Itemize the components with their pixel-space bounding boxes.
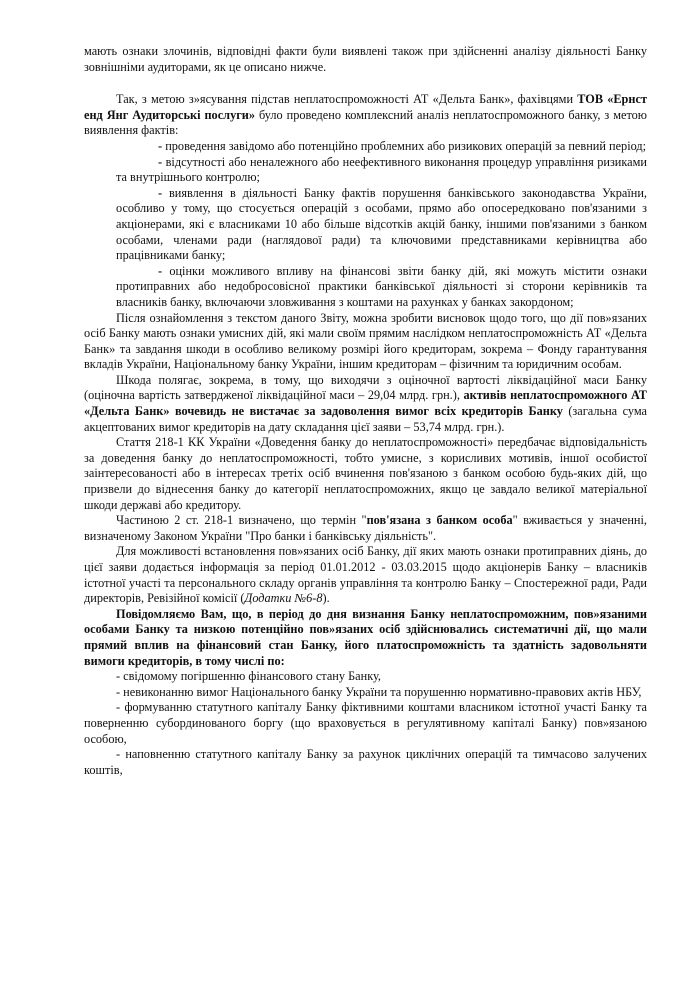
bold-statement: активів неплатоспроможного АТ «Дельта Банк» вочевидь не вистачає за задоволення вимог всіх кредиторів Банку bbox=[84, 388, 647, 419]
paragraph-text: Для можливості встановлення пов»язаних осіб Банку, дії яких мають ознаки протиправних діянь, до цієї заяви додається інформація за період 01.01.2012 - 03.03.2015 щодо акціонерів Банку – власників істотної участі та персонального складу органів управління та контролю Банку – Спостережної ради, Ради директорів, Ревізійної комісії ( bbox=[84, 544, 647, 606]
list-item-text: відсутності або неналежного або неефективного виконання процедур управління ризиками та внутрішнього контролю; bbox=[116, 154, 648, 185]
list-item-text: проведення завідомо або потенційно проблемних або ризикових операцій за певний період; bbox=[165, 138, 647, 153]
list-item bbox=[84, 264, 647, 311]
paragraph-related-persons bbox=[84, 544, 647, 606]
bullet-dash: - bbox=[158, 154, 163, 169]
list-item-text: виявлення в діяльності Банку фактів порушення банківського законодавства України, особливо у тому, що стосується операцій з особами, прямо або опосередковано пов'язаними з акціонерами, які є власниками 10 або більше відсотків акцій банку, іншими пов'язаними з банком особами, членами ради (наглядової ради) та ключовими представниками керівництва або працівниками банку; bbox=[116, 185, 647, 263]
bullet-dash: - bbox=[158, 185, 163, 200]
bullet-dash: - bbox=[158, 138, 163, 153]
list-item: - невиконанню вимог Національного банку України та порушенню нормативно-правових актів НБУ, bbox=[116, 684, 642, 699]
list-item: - наповненню статутного капіталу Банку за рахунок циклічних операцій та тимчасово залучених коштів, bbox=[84, 747, 647, 777]
bold-term: пов'язана з банком особа bbox=[366, 513, 513, 528]
paragraph-text: Частиною 2 ст. 218-1 визначено, що термін " bbox=[116, 513, 367, 528]
bullet-dash: - bbox=[158, 263, 163, 278]
list-item: - формуванню статутного капіталу Банку фіктивними коштами власником істотної участі Банку та поверненню субординованого боргу (що враховується в регулятивному капіталі Банку) пов»язаною особою, bbox=[84, 700, 647, 746]
paragraph-notice: Повідомляємо Вам, що, в період до дня визнання Банку неплатоспроможним, пов»язаними особами Банку та низкою потенційно пов»язаних осіб здійснювались систематичні дії, що мали прямий вплив на фінансовий стан Банку, його платоспроможність та здатність задовольняти вимоги кредиторів, в тому числі по: bbox=[84, 606, 647, 668]
list-item-text: оцінки можливого впливу на фінансові звіти банку дій, які можуть містити ознаки протиправних або недобросовісної практики банківської діяльності зі сторони керівників та власників банку, включаючи зловживання з коштами на рахунках у банках закордоном; bbox=[116, 263, 647, 309]
paragraph-article-218-1: Стаття 218-1 КК України «Доведення банку до неплатоспроможності» передбачає відповідальність за доведення банку до неплатоспроможності, тобто умисне, з корисливих мотивів, іншої особистої заінтересованості або в інтересах третіх осіб вчинення пов'язаною з банком особою будь-яких дій, що призвели до віднесення банку до категорії неплатоспроможних, якщо це завдало великої матеріальної шкоди державі або кредитору. bbox=[84, 435, 647, 512]
paragraph-ernst-young bbox=[84, 92, 647, 139]
paragraph-term-definition bbox=[84, 513, 647, 544]
paragraph-text: (загальна сума акцептованих вимог кредиторів на дату складання цієї заяви – 53,74 млрд. грн.). bbox=[84, 404, 648, 434]
paragraph-text: Шкода полягає, зокрема, в тому, що виходячи з оціночної вартості ліквідаційної маси Банку (оціночна вартість затвердженої ліквідаційної маси – 29,04 млрд. грн.), bbox=[84, 372, 647, 403]
paragraph-text: Так, з метою з»ясування підстав неплатоспроможності АТ «Дельта Банк», фахівцями bbox=[116, 92, 578, 107]
paragraph-text: було проведено комплексний аналіз неплатоспроможного банку, з метою виявлення фактів: bbox=[84, 107, 647, 138]
list-item bbox=[84, 139, 647, 155]
paragraph-text: ). bbox=[322, 591, 330, 606]
list-item bbox=[84, 186, 647, 264]
paragraph-damage bbox=[84, 373, 647, 435]
paragraph-text: " вживається у значенні, визначеному Законом України "Про банки і банківську діяльність". bbox=[84, 513, 648, 543]
paragraph-intro: мають ознаки злочинів, відповідні факти були виявлені також при здійсненні аналізу діяльності Банку зовнішніми аудиторами, як це описано нижче. bbox=[84, 44, 647, 74]
appendix-reference: Додатки №6-8 bbox=[244, 591, 323, 606]
list-item bbox=[84, 155, 647, 186]
auditor-name: ТОВ «Ернст енд Янг Аудиторські послуги» bbox=[84, 92, 647, 122]
list-item: - свідомому погіршенню фінансового стану Банку, bbox=[116, 669, 381, 684]
paragraph-conclusion: Після ознайомлення з текстом даного Звіту, можна зробити висновок щодо того, що дії пов»язаних осіб Банку мають ознаки умисних дій, які мали своїм прямим наслідком неплатоспроможність АТ «Дельта Банк» та завдання шкоди в особливо великому розмірі його кредиторам, зокрема – Фонду гарантування вкладів України, Національному банку України, іншим кредиторам – фізичним та юридичним особам. bbox=[84, 310, 647, 372]
